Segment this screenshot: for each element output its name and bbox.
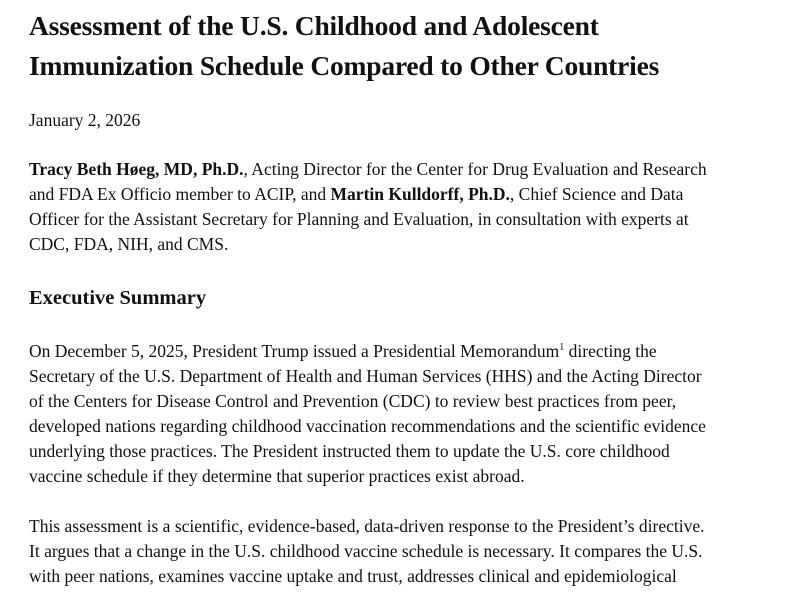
author-affiliation: , Chief Science and Data xyxy=(509,184,684,204)
footnote-reference[interactable]: 1 xyxy=(559,342,565,353)
paragraph-line: of the Centers for Disease Control and Prevention (CDC) to review best practices from peer, xyxy=(29,391,677,411)
paragraph-text: directing the xyxy=(564,341,657,361)
paragraph-line: vaccine schedule if they determine that superior practices exist abroad. xyxy=(29,466,525,486)
title-line: Assessment of the U.S. Childhood and Adolescent xyxy=(29,10,599,41)
paragraph-line: underlying those practices. The President instructed them to update the U.S. core childhood xyxy=(29,441,670,461)
authors-line xyxy=(29,157,707,182)
authors-line: CDC, FDA, NIH, and CMS. xyxy=(29,234,229,254)
paragraph-line: It argues that a change in the U.S. childhood vaccine schedule is necessary. It compares the U.S. xyxy=(29,541,703,561)
paragraph-text: On December 5, 2025, President Trump issued a Presidential Memorandum xyxy=(29,341,560,361)
section-heading-executive-summary: Executive Summary xyxy=(29,287,207,309)
author-affiliation: , Acting Director for the Center for Drug Evaluation and Research xyxy=(243,159,707,179)
paragraph-line: developed nations regarding childhood vaccination recommendations and the scientific evidence xyxy=(29,416,706,436)
paragraph-1 xyxy=(29,339,706,489)
document-title xyxy=(29,6,659,86)
authors-line: Officer for the Assistant Secretary for Planning and Evaluation, in consultation with experts at xyxy=(29,209,689,229)
paragraph-line: Secretary of the U.S. Department of Health and Human Services (HHS) and the Acting Director xyxy=(29,366,702,386)
paragraph-line xyxy=(29,339,706,364)
document-date: January 2, 2026 xyxy=(29,110,141,130)
paragraph-line: This assessment is a scientific, evidence-based, data-driven response to the President’s directive. xyxy=(29,516,705,536)
title-line: Immunization Schedule Compared to Other Countries xyxy=(29,50,660,81)
paragraph-line: with peer nations, examines vaccine uptake and trust, addresses clinical and epidemiological xyxy=(29,566,677,586)
author-name-hoeg: Tracy Beth Høeg, MD, Ph.D. xyxy=(29,159,244,179)
paragraph-2 xyxy=(29,514,705,589)
author-name-kulldorff: Martin Kulldorff, Ph.D. xyxy=(330,184,510,204)
authors-paragraph xyxy=(29,157,707,257)
author-affiliation: and FDA Ex Officio member to ACIP, and xyxy=(29,184,331,204)
authors-line xyxy=(29,182,707,207)
